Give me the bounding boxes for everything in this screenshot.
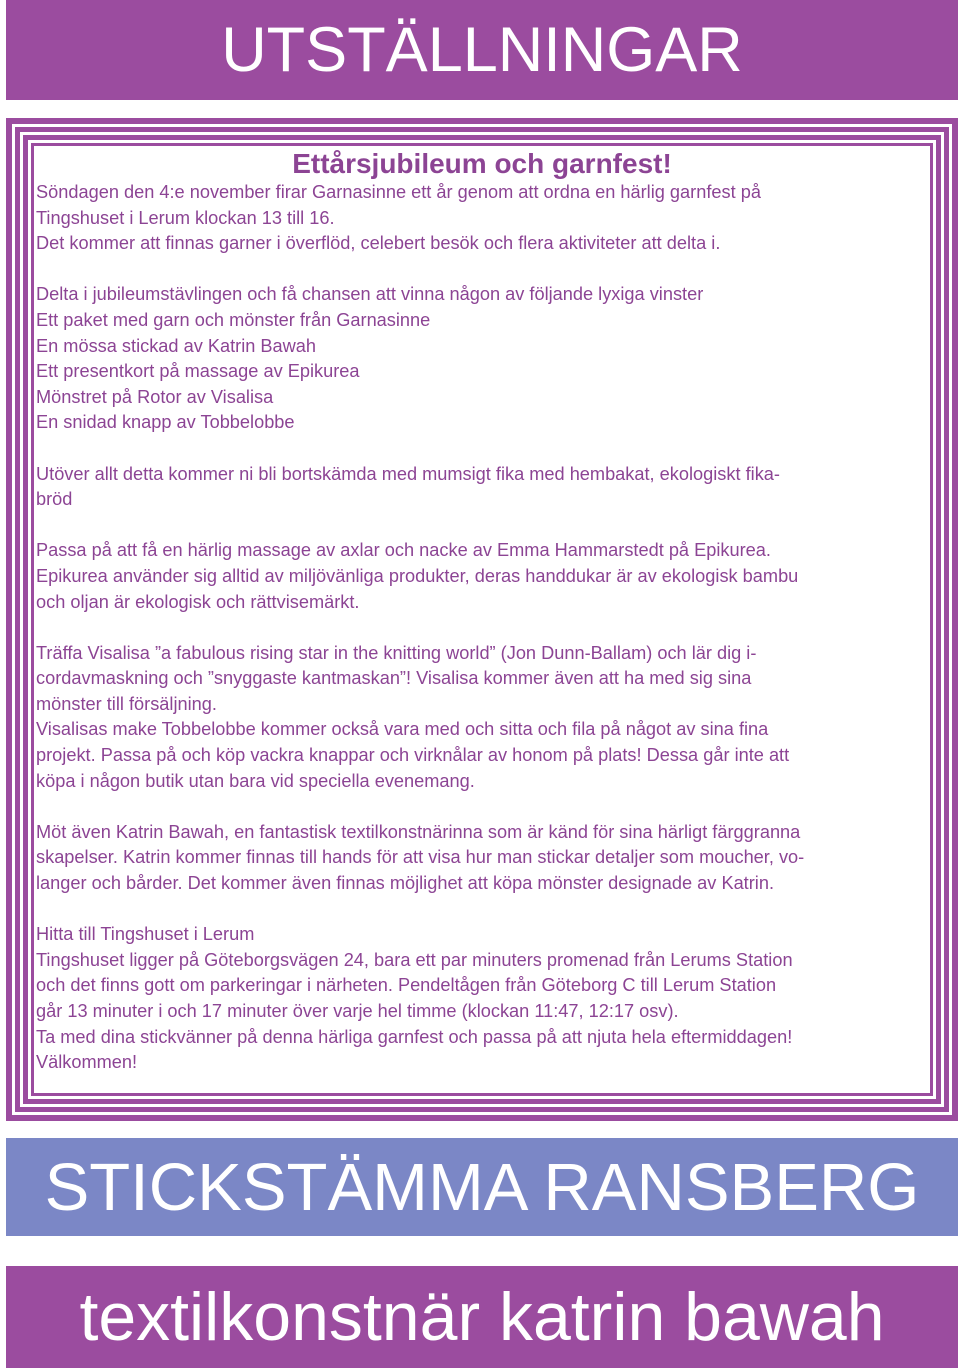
prize-item: En snidad knapp av Tobbelobbe — [36, 412, 295, 433]
katrin-paragraph — [36, 820, 928, 897]
directions-line: Hitta till Tingshuset i Lerum — [36, 924, 255, 945]
directions-line: Välkommen! — [36, 1052, 138, 1073]
visalisa-line: mönster till försäljning. — [36, 693, 217, 714]
prize-item: Mönstret på Rotor av Visalisa — [36, 386, 274, 407]
fika-line: bröd — [36, 489, 73, 510]
intro-line: Tingshuset i Lerum klockan 13 till 16. — [36, 207, 335, 228]
massage-line: och oljan är ekologisk och rättvisemärkt. — [36, 591, 360, 612]
directions-paragraph — [36, 922, 928, 1076]
intro-paragraph — [36, 180, 928, 257]
fika-line: Utöver allt detta kommer ni bli bortskämda med mumsigt fika med hembakat, ekologiskt fika- — [36, 463, 780, 484]
visalisa-line: Visalisas make Tobbelobbe kommer också vara med och sitta och fila på något av sina fina — [36, 719, 769, 740]
katrin-line: langer och bårder. Det kommer även finnas möjlighet att köpa mönster designade av Katrin. — [36, 873, 775, 894]
massage-line: Passa på att få en härlig massage av axlar och nacke av Emma Hammarstedt på Epikurea. — [36, 540, 771, 561]
bottom-banner-title: textilkonstnär katrin bawah — [79, 1279, 885, 1355]
visalisa-line: projekt. Passa på och köp vackra knappar och virknålar av honom på plats! Dessa går inte att — [36, 745, 790, 766]
article-content — [36, 148, 928, 1076]
massage-line: Epikurea använder sig alltid av miljövänliga produkter, deras handdukar är av ekologisk bambu — [36, 565, 799, 586]
visalisa-paragraph — [36, 641, 928, 795]
intro-line: Det kommer att finnas garner i överflöd, celebert besök och flera aktiviteter att delta i. — [36, 233, 721, 254]
prize-item: En mössa stickad av Katrin Bawah — [36, 335, 317, 356]
visalisa-line: köpa i någon butik utan bara vid speciella evenemang. — [36, 770, 475, 791]
prizes-paragraph — [36, 282, 928, 436]
massage-paragraph — [36, 538, 928, 615]
katrin-line: skapelser. Katrin kommer finnas till hands för att visa hur man stickar detaljer som moucher, vo- — [36, 847, 805, 868]
visalisa-line: cordavmaskning och ”snyggaste kantmaskan”! Visalisa kommer även att ha med sig sina — [36, 668, 752, 689]
directions-line: Ta med dina stickvänner på denna härliga garnfest och passa på att njuta hela eftermiddagen! — [36, 1026, 793, 1047]
prize-item: Ett presentkort på massage av Epikurea — [36, 361, 360, 382]
bottom-banner — [6, 1266, 958, 1368]
article-heading: Ettårsjubileum och garnfest! — [292, 148, 672, 179]
middle-banner — [6, 1138, 958, 1236]
directions-line: och det finns gott om parkeringar i närheten. Pendeltågen från Göteborg C till Lerum Station — [36, 975, 777, 996]
visalisa-line: Träffa Visalisa ”a fabulous rising star in the knitting world” (Jon Dunn-Ballam) och lär dig i- — [36, 642, 757, 663]
top-banner — [6, 0, 958, 100]
katrin-line: Möt även Katrin Bawah, en fantastisk textilkonstnärinna som är känd för sina härligt färggranna — [36, 821, 801, 842]
directions-line: går 13 minuter i och 17 minuter över varje hel timme (klockan 11:47, 12:17 osv). — [36, 1001, 679, 1021]
top-banner-title: UTSTÄLLNINGAR — [221, 15, 743, 85]
fika-paragraph — [36, 462, 928, 513]
intro-line: Söndagen den 4:e november firar Garnasinne ett år genom att ordna en härlig garnfest på — [36, 182, 761, 202]
prizes-line: Delta i jubileumstävlingen och få chansen att vinna någon av följande lyxiga vinster — [36, 284, 704, 305]
directions-line: Tingshuset ligger på Göteborgsvägen 24, bara ett par minuters promenad från Lerums Station — [36, 949, 793, 970]
middle-banner-title: STICKSTÄMMA RANSBERG — [44, 1149, 920, 1225]
prize-item: Ett paket med garn och mönster från Garnasinne — [36, 309, 431, 330]
